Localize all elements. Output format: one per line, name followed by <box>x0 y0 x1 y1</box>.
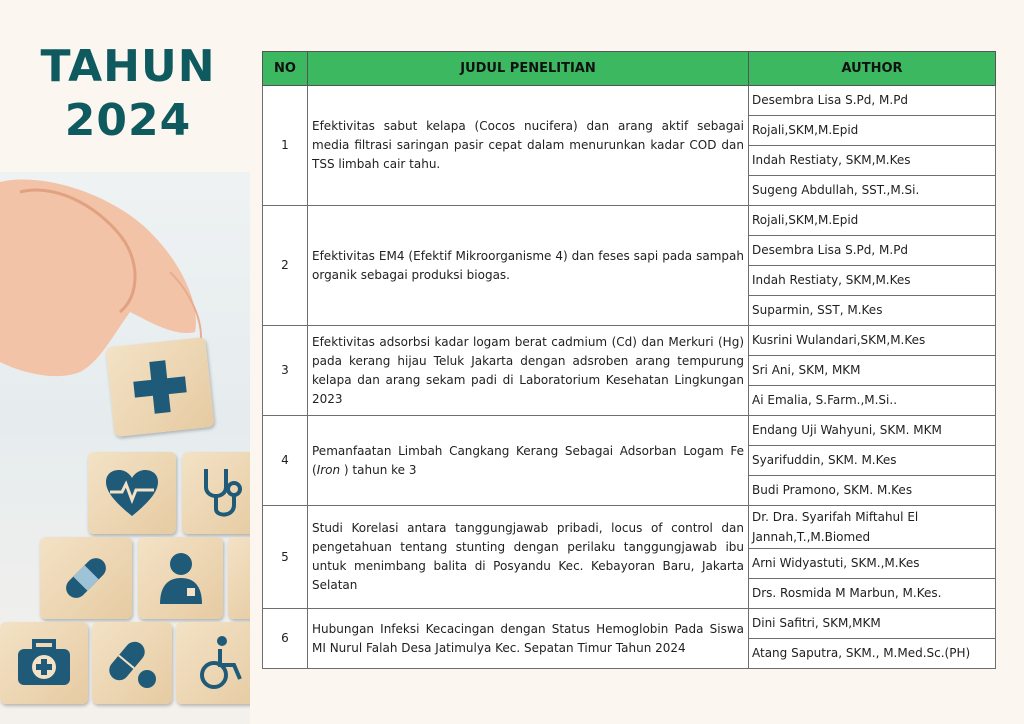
header-author: AUTHOR <box>749 52 996 86</box>
pill-block <box>92 622 172 704</box>
author-cell: Suparmin, SST, M.Kes <box>749 296 996 326</box>
author-cell: Rojali,SKM,M.Epid <box>749 206 996 236</box>
medical-kit-icon <box>16 639 72 687</box>
author-cell: Endang Uji Wahyuni, SKM. MKM <box>749 416 996 446</box>
heart-pulse-icon <box>104 468 160 518</box>
wheelchair-icon <box>194 635 246 691</box>
stethoscope-block <box>182 452 250 534</box>
table-row <box>263 609 996 639</box>
research-title: Efektivitas EM4 (Efektif Mikroorganisme 4) dan feses sapi pada sampah organik sebagai produksi biogas. <box>308 206 749 326</box>
title-line-year: 2024 <box>64 95 192 146</box>
row-number: 3 <box>263 326 308 416</box>
stethoscope-icon <box>198 465 246 521</box>
research-title: Hubungan Infeksi Kecacingan dengan Status Hemoglobin Pada Siswa MI Nurul Falah Desa Jatimulya Kec. Sepatan Timur Tahun 2024 <box>308 609 749 669</box>
medkit-block <box>0 622 88 704</box>
research-title <box>308 416 749 506</box>
table-row <box>263 416 996 446</box>
row-number: 1 <box>263 86 308 206</box>
pill-icon <box>107 635 157 691</box>
heart-block <box>88 452 176 534</box>
bandage-block <box>40 537 132 619</box>
research-title-text: Pemanfaatan Limbah Cangkang Kerang Sebagai Adsorban Logam Fe ( <box>312 443 744 477</box>
author-cell: Drs. Rosmida M Marbun, M.Kes. <box>749 579 996 609</box>
author-cell: Dini Safitri, SKM,MKM <box>749 609 996 639</box>
page-title <box>28 40 228 148</box>
research-table <box>262 51 996 669</box>
table-header-row <box>263 52 996 86</box>
author-cell: Desembra Lisa S.Pd, M.Pd <box>749 86 996 116</box>
research-title: Studi Korelasi antara tanggungjawab pribadi, locus of control dan pengetahuan tentang stunting dengan perilaku tanggungjawab ibu untuk menimbang balita di Posyandu Kec. Kebayoran Baru, Jakarta Selatan <box>308 506 749 609</box>
plus-block <box>106 337 215 437</box>
row-number: 2 <box>263 206 308 326</box>
author-cell: Rojali,SKM,M.Epid <box>749 116 996 146</box>
doctor-block <box>138 537 223 619</box>
wheelchair-block <box>176 622 250 704</box>
author-cell: Syarifuddin, SKM. M.Kes <box>749 446 996 476</box>
author-cell: Indah Restiaty, SKM,M.Kes <box>749 146 996 176</box>
research-title-emphasis: Iron <box>316 462 341 477</box>
row-number: 4 <box>263 416 308 506</box>
plus-icon <box>127 354 193 420</box>
header-no: NO <box>263 52 308 86</box>
author-cell: Ai Emalia, S.Farm.,M.Si.. <box>749 386 996 416</box>
table-row <box>263 506 996 549</box>
partial-block <box>228 537 250 619</box>
author-cell: Sugeng Abdullah, SST.,M.Si. <box>749 176 996 206</box>
row-number: 6 <box>263 609 308 669</box>
author-cell: Budi Pramono, SKM. M.Kes <box>749 476 996 506</box>
doctor-icon <box>156 550 206 606</box>
medical-blocks-illustration <box>0 172 250 724</box>
author-cell: Arni Widyastuti, SKM.,M.Kes <box>749 549 996 579</box>
author-cell: Atang Saputra, SKM., M.Med.Sc.(PH) <box>749 639 996 669</box>
title-line-year-label: TAHUN <box>40 41 216 92</box>
author-cell: Indah Restiaty, SKM,M.Kes <box>749 266 996 296</box>
author-cell: Dr. Dra. Syarifah Miftahul El Jannah,T.,M.Biomed <box>749 506 996 549</box>
table-row <box>263 206 996 236</box>
research-title-text-end: ) tahun ke 3 <box>340 462 417 477</box>
header-judul: JUDUL PENELITIAN <box>308 52 749 86</box>
bandage-icon <box>58 550 114 606</box>
research-title: Efektivitas adsorbsi kadar logam berat cadmium (Cd) dan Merkuri (Hg) pada kerang hijau Teluk Jakarta dengan adsroben arang tempurung kelapa dan arang sekam padi di Laboratorium Kesehatan Lingkungan 2023 <box>308 326 749 416</box>
author-cell: Kusrini Wulandari,SKM,M.Kes <box>749 326 996 356</box>
table-row <box>263 86 996 116</box>
table-row <box>263 326 996 356</box>
author-cell: Sri Ani, SKM, MKM <box>749 356 996 386</box>
author-cell: Desembra Lisa S.Pd, M.Pd <box>749 236 996 266</box>
research-title: Efektivitas sabut kelapa (Cocos nucifera) dan arang aktif sebagai media filtrasi saringan pasir cepat dalam menurunkan kadar COD dan TSS limbah cair tahu. <box>308 86 749 206</box>
row-number: 5 <box>263 506 308 609</box>
